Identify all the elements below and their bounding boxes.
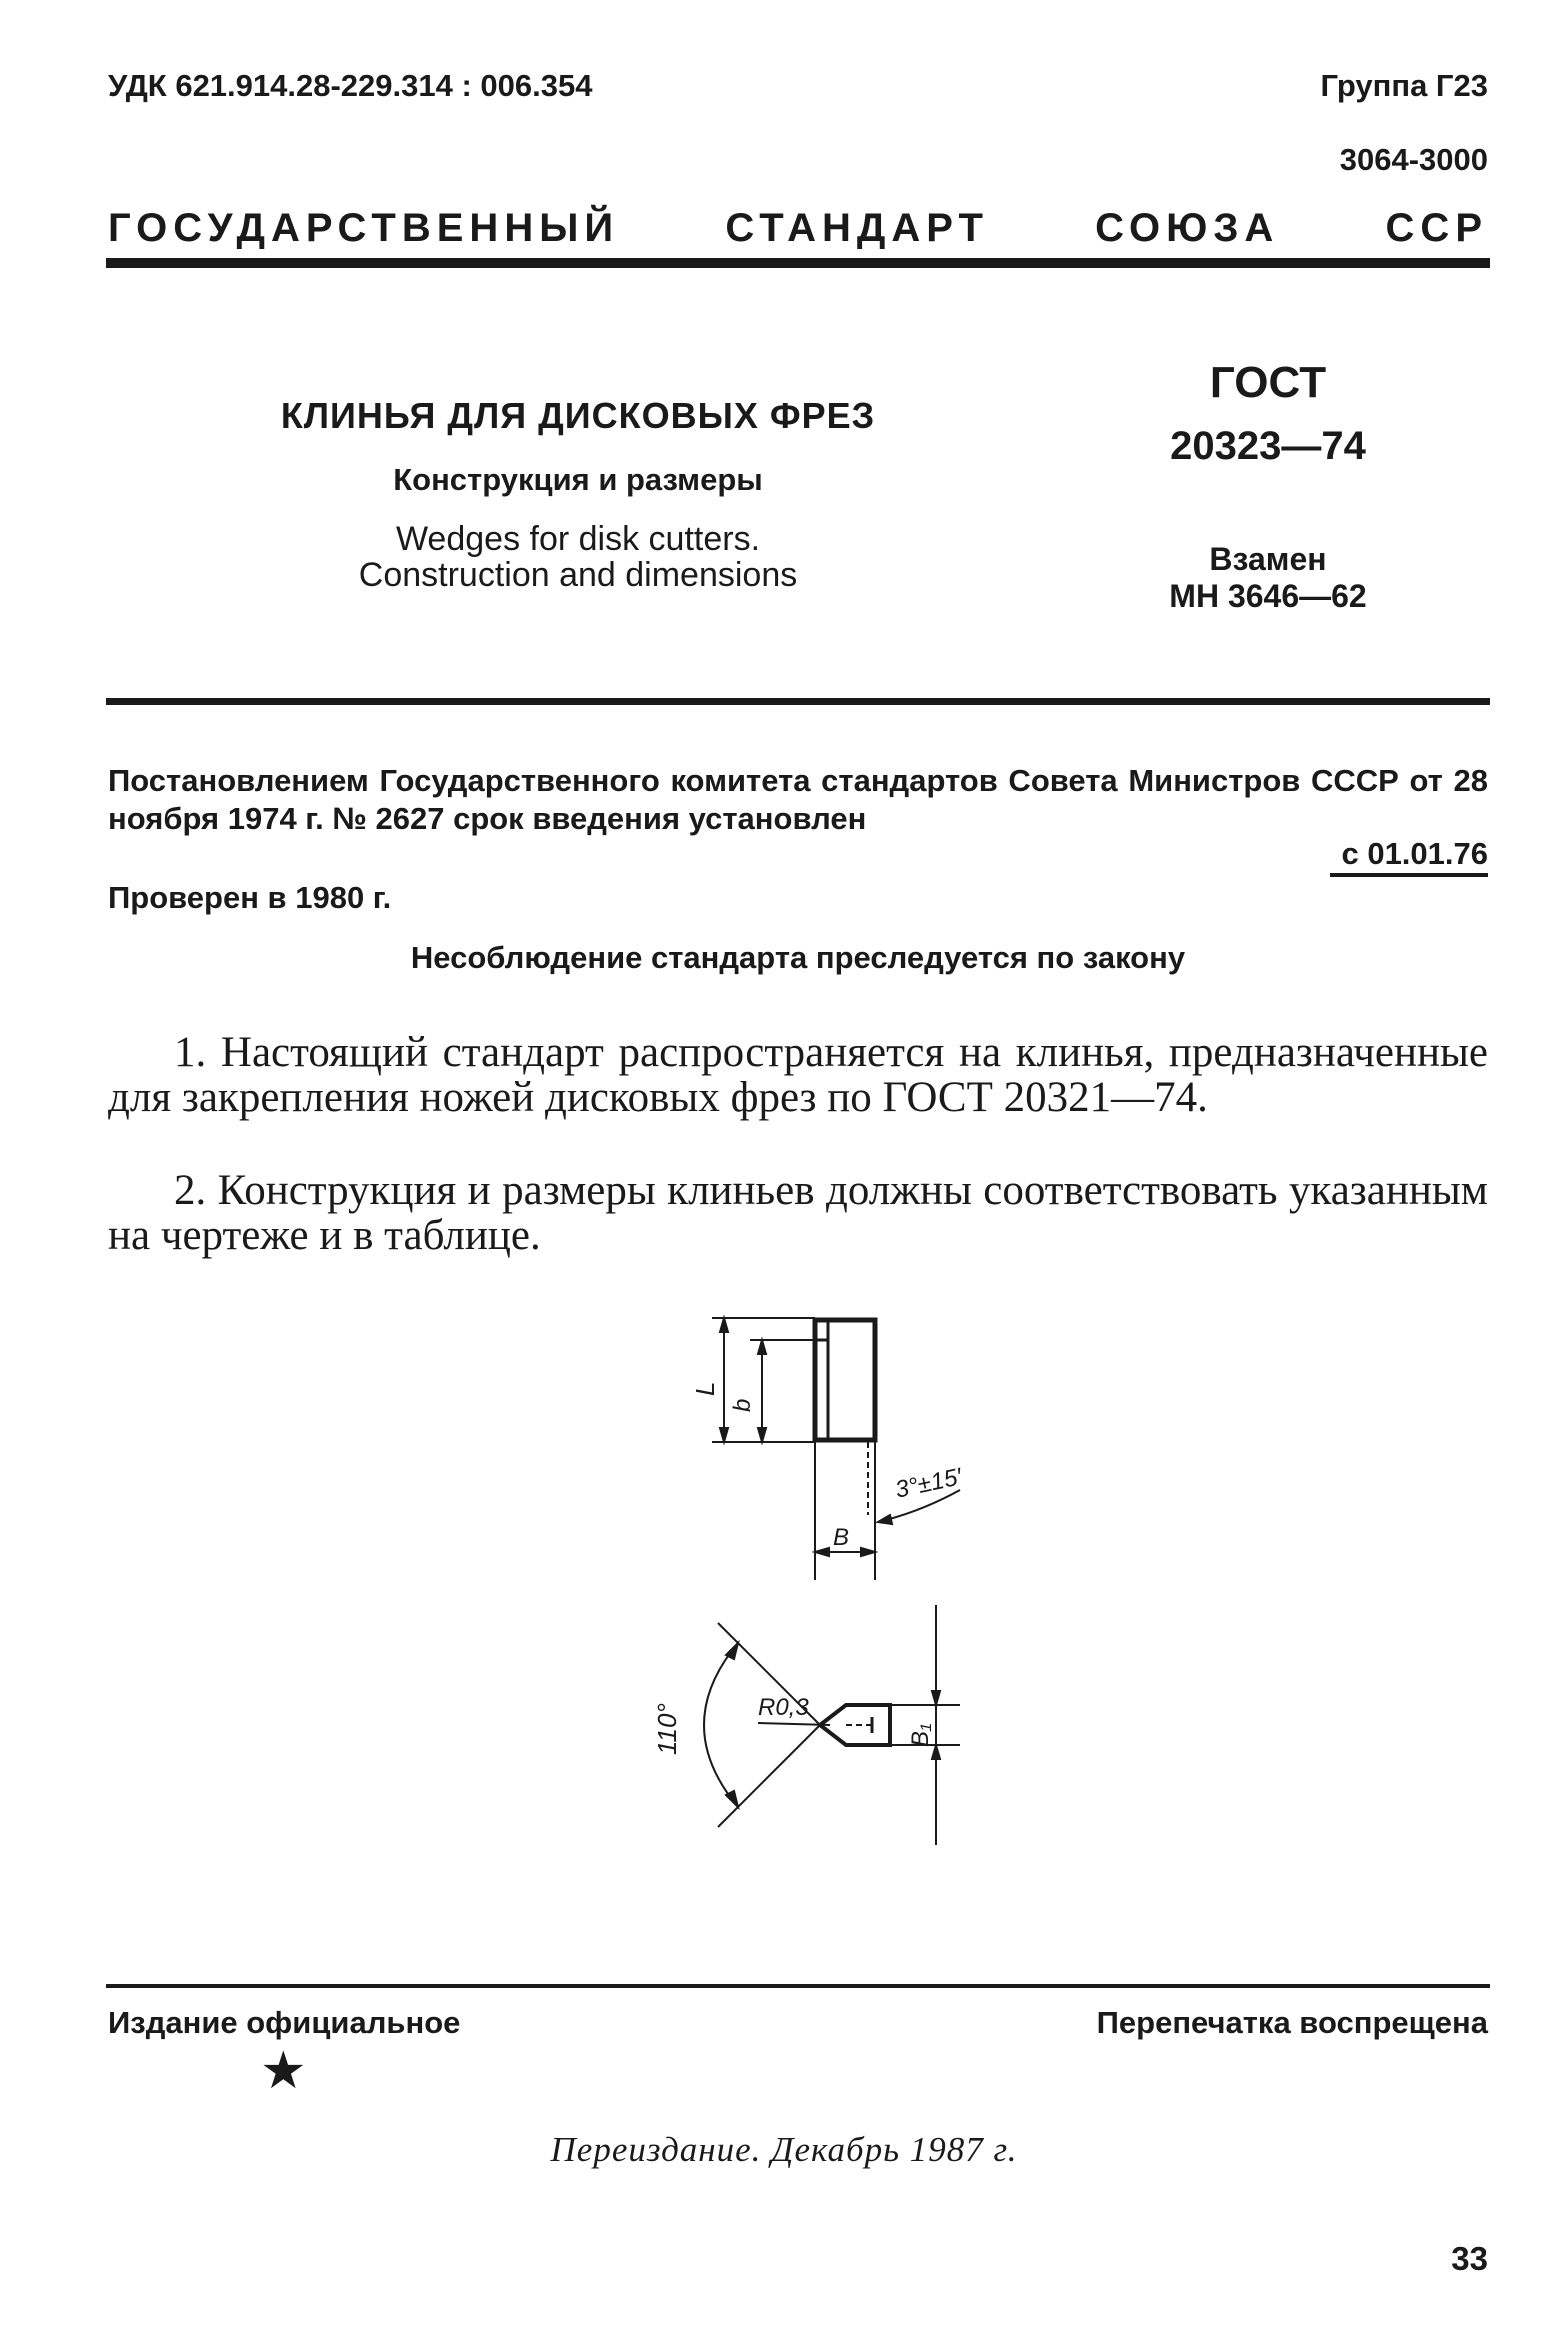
reprint-note: Перепечатка воспрещена xyxy=(1096,2005,1488,2040)
classification-code: 3064-3000 xyxy=(1339,142,1488,177)
arrow-B-left xyxy=(815,1548,829,1556)
label-R: R0,3 xyxy=(758,1694,809,1721)
paragraph-1: 1. Настоящий стандарт распространяется на клинья, предназначенные для закрепления ножей дисковых фрез по ГОСТ 20321—74. xyxy=(108,1029,1488,1121)
label-b: b xyxy=(729,1398,756,1412)
wedge-tip-outline xyxy=(820,1705,890,1745)
arrow-b-top xyxy=(758,1340,766,1354)
decree-text: Постановлением Государственного комитета стандартов Совета Министров СССР от 28 ноября 1974 г. № 2627 срок введения установлен xyxy=(108,763,1488,836)
checked-year: Проверен в 1980 г. xyxy=(108,880,392,915)
replaces-label: Взамен xyxy=(1209,541,1327,577)
wedge-side-view-drawing xyxy=(690,1300,920,1600)
wedge-end-view-drawing xyxy=(640,1605,960,1845)
effective-date-underline xyxy=(1330,873,1488,877)
effective-date: с 01.01.76 xyxy=(1341,836,1488,871)
law-notice: Несоблюдение стандарта преследуется по закону xyxy=(410,940,1186,975)
arrow-b-bottom xyxy=(758,1428,766,1442)
arrow-B-right xyxy=(861,1548,875,1556)
udc-code: УДК 621.914.28-229.314 : 006.354 xyxy=(108,68,593,103)
arrow-B1-top xyxy=(932,1691,940,1705)
page-number: 33 xyxy=(1451,2240,1488,2277)
angle-110-arc xyxy=(704,1643,738,1807)
gost-label: ГОСТ xyxy=(1209,358,1327,407)
edition-note: Издание официальное xyxy=(108,2005,461,2040)
angle-line-bottom xyxy=(718,1725,820,1827)
star-icon: ★ xyxy=(260,2043,307,2100)
paragraph-2: 2. Конструкция и размеры клиньев должны соответствовать указанным на чертеже и в таблице. xyxy=(108,1167,1488,1259)
label-angle: 3°±15′ xyxy=(892,1463,965,1504)
arrow-angle xyxy=(878,1515,892,1524)
state-standard-heading: ГОСУДАРСТВЕННЫЙ СТАНДАРТ СОЮЗА ССР xyxy=(108,206,1488,250)
footer-rule xyxy=(106,1984,1490,1988)
arrow-110-bottom xyxy=(726,1791,738,1807)
label-110: 110° xyxy=(652,1703,682,1755)
arrow-L-top xyxy=(720,1318,728,1332)
document-title-en-line1: Wedges for disk cutters. xyxy=(395,520,761,558)
arrow-110-top xyxy=(726,1643,738,1659)
document-subtitle-ru: Конструкция и размеры xyxy=(393,462,763,497)
label-B1: B₁ xyxy=(907,1723,934,1747)
label-L: L xyxy=(690,1381,720,1396)
gost-number: 20323—74 xyxy=(1170,424,1366,468)
document-title-en-line2: Construction and dimensions xyxy=(358,556,798,594)
wedge-body-outline xyxy=(815,1320,875,1440)
label-B: B xyxy=(833,1524,850,1551)
arrow-L-bottom xyxy=(720,1428,728,1442)
replaces-value: МН 3646—62 xyxy=(1169,578,1367,614)
header-thick-rule xyxy=(106,258,1490,268)
reissue-note: Переиздание. Декабрь 1987 г. xyxy=(550,2130,1018,2169)
document-title-ru: КЛИНЬЯ ДЛЯ ДИСКОВЫХ ФРЕЗ xyxy=(280,395,876,436)
group-code: Группа Г23 xyxy=(1320,68,1488,103)
title-bottom-rule xyxy=(106,698,1490,705)
